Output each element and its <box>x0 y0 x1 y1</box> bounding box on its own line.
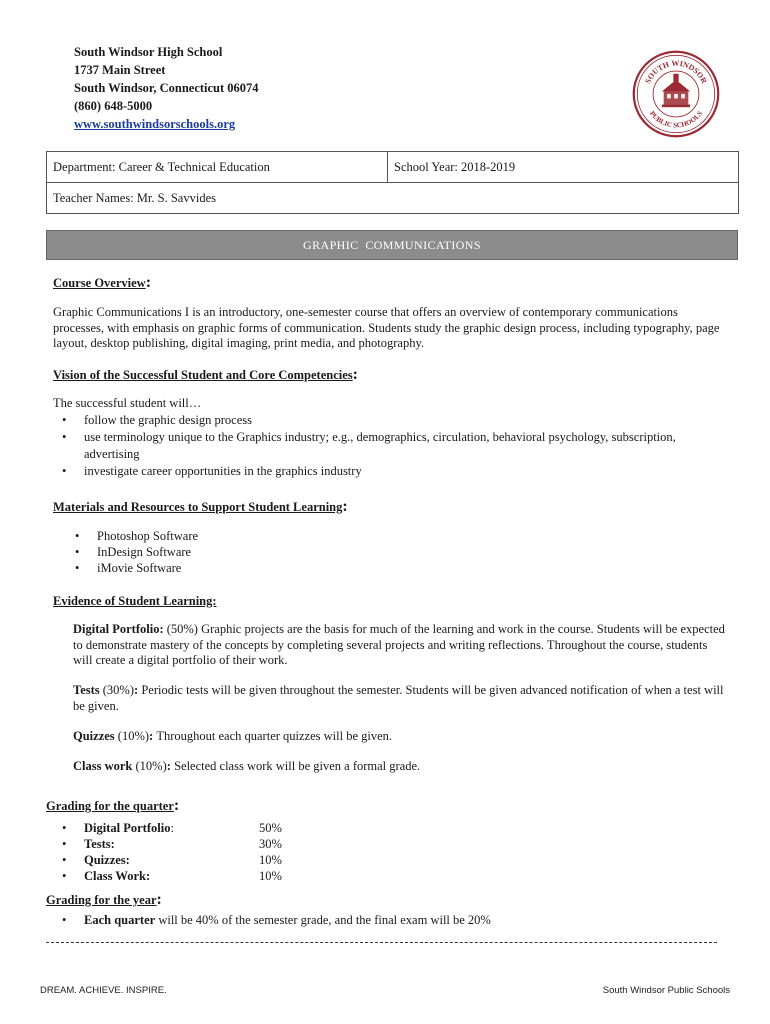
grading-year-heading-text: Grading for the year <box>46 893 157 907</box>
svg-text:PUBLIC SCHOOLS: PUBLIC SCHOOLS <box>647 109 705 130</box>
list-item: • InDesign Software <box>75 545 192 559</box>
vision-intro: The successful student will… <box>53 396 202 410</box>
list-item: • follow the graphic design process <box>62 413 253 427</box>
evidence-heading: Evidence of Student Learning: <box>53 594 217 608</box>
list-item: • Each quarter will be 40% of the semester grade, and the final exam will be 20% <box>62 913 491 927</box>
list-item: • Photoshop Software <box>75 529 199 543</box>
materials-heading: Materials and Resources to Support Student Learning: <box>53 498 348 515</box>
course-title-banner <box>46 230 738 260</box>
dashed-divider <box>46 942 717 943</box>
list-item: • use terminology unique to the Graphics industry; e.g., demographics, circulation, behavioral psychology, subscription, advertising <box>62 430 676 461</box>
course-title: GRAPHIC COMMUNICATIONS <box>303 238 481 252</box>
grading-quarter-list <box>62 820 384 884</box>
svg-text:SOUTH WINDSOR: SOUTH WINDSOR <box>643 58 709 86</box>
course-info-table <box>46 151 739 214</box>
school-website-link[interactable]: www.southwindsorschools.org <box>74 117 236 131</box>
grade-row: • Digital Portfolio: 50% <box>62 821 282 835</box>
teacher-cell: Teacher Names: Mr. S. Savvides <box>47 183 739 214</box>
grading-quarter-heading-text: Grading for the quarter <box>46 799 174 813</box>
evidence-tests: Tests (30%): Periodic tests will be given throughout the semester. Students will be given advanced notification of when a test will be given. <box>73 683 724 713</box>
list-item: • investigate career opportunities in the graphics industry <box>62 464 362 478</box>
school-name: South Windsor High School <box>74 45 223 59</box>
footer-district: South Windsor Public Schools <box>602 985 730 996</box>
school-phone: (860) 648-5000 <box>74 99 153 113</box>
evidence-classwork: Class work (10%): Selected class work will be given a formal grade. <box>73 759 421 773</box>
grading-quarter-heading: Grading for the quarter: <box>46 797 180 814</box>
course-overview-heading: Course Overview: <box>53 274 152 291</box>
vision-heading: Vision of the Successful Student and Core Competencies: <box>53 366 358 383</box>
vision-list <box>62 412 724 480</box>
list-item: • iMovie Software <box>75 561 182 575</box>
grade-row: • Class Work: 10% <box>62 869 282 883</box>
school-street: 1737 Main Street <box>74 63 166 77</box>
school-year-cell: School Year: 2018-2019 <box>388 152 739 183</box>
grading-year-heading: Grading for the year: <box>46 891 162 908</box>
course-overview-text: Graphic Communications I is an introductory, one-semester course that offers an overview of contemporary communications processes, with emphasis on graphic forms of communication. Students study the graphic design process, including typography, page layout, desktop publishing, digital imaging, print media, and photography. <box>53 305 720 350</box>
school-city: South Windsor, Connecticut 06074 <box>74 81 259 95</box>
grading-year-list <box>62 912 724 929</box>
grade-row: • Quizzes: 10% <box>62 853 282 867</box>
course-overview-heading-text: Course Overview <box>53 276 146 290</box>
school-seal-logo <box>632 50 720 138</box>
materials-list <box>75 528 199 576</box>
evidence-portfolio: Digital Portfolio: (50%) Graphic projects are the basis for much of the learning and work in the course. Students will be expected to demonstrate mastery of the concepts by completing several projects and writing reflections. Throughout the course, students will create a digital portfolio of their work. <box>73 622 725 667</box>
footer-motto: DREAM. ACHIEVE. INSPIRE. <box>40 985 167 996</box>
school-address-block <box>74 43 259 133</box>
grade-row: • Tests: 30% <box>62 837 282 851</box>
department-cell: Department: Career & Technical Education <box>47 152 388 183</box>
materials-heading-text: Materials and Resources to Support Student Learning <box>53 500 343 514</box>
vision-heading-text: Vision of the Successful Student and Core Competencies <box>53 368 353 382</box>
evidence-quizzes: Quizzes (10%): Throughout each quarter quizzes will be given. <box>73 729 393 743</box>
